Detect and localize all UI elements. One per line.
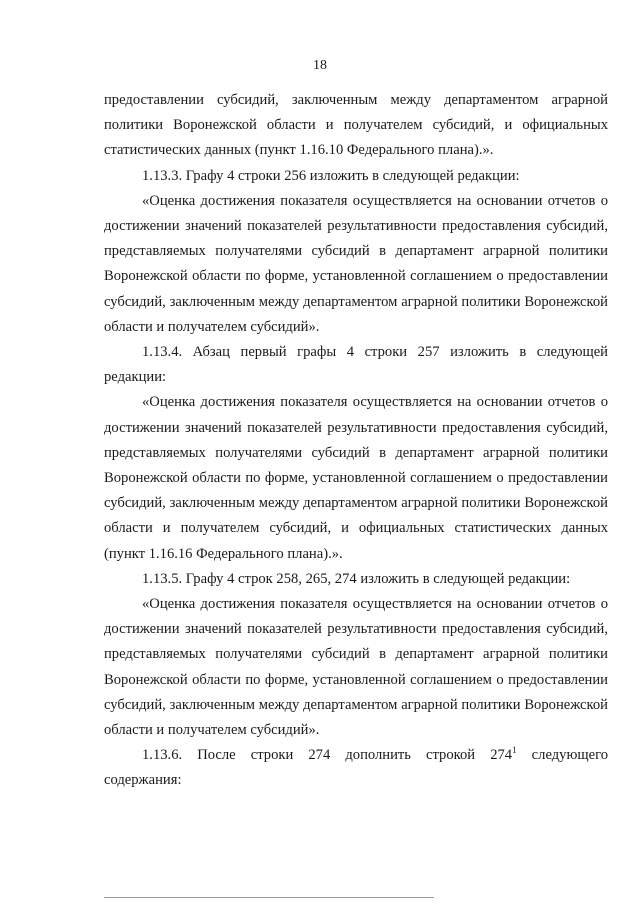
page-number: 18 [313,58,327,73]
paragraph-item-1-13-5: 1.13.5. Графу 4 строк 258, 265, 274 изложить в следующей редакции: [142,570,571,587]
row-number-superscript: 1 [512,745,517,756]
paragraph-item-1-13-6-after: следующего содержания: [104,747,608,789]
paragraph-quote-rows-258-265-274: «Оценка достижения показателя осуществляется на основании отчетов о достижении значений показателей результативности предоставления субсидий, представляемых получателями субсидий в департамент аграрной политики Воронежской области по форме, установленной соглашением о предоставлении субсидий, заключенным между департаментом аграрной политики Воронежской области и получателем субсидий». [104,596,608,739]
paragraph-item-1-13-3: 1.13.3. Графу 4 строки 256 изложить в следующей редакции: [142,167,520,184]
paragraph-item-1-13-4: 1.13.4. Абзац первый графы 4 строки 257 изложить в следующей редакции: [104,344,608,386]
paragraph-continuation: предоставлении субсидий, заключенным между департаментом аграрной политики Воронежской области и получателем субсидий, и официальных статистических данных (пункт 1.16.10 Федерального плана).». [104,92,608,159]
paragraph-item-1-13-6-before: 1.13.6. После строки 274 дополнить строкой 274 [142,747,513,764]
paragraph-quote-row-257: «Оценка достижения показателя осуществляется на основании отчетов о достижении значений показателей результативности предоставления субсидий, представляемых получателями субсидий в департамент аграрной политики Воронежской области по форме, установленной соглашением о предоставлении субсидий, заключенным между департаментом аграрной политики Воронежской области и получателем субсидий, и официальных статистических данных (пункт 1.16.16 Федерального плана).». [104,394,608,562]
footer-rule [104,897,434,898]
paragraph-item-1-13-6 [104,743,608,793]
body-text [104,88,608,794]
paragraph-quote-row-256: «Оценка достижения показателя осуществляется на основании отчетов о достижении значений показателей результативности предоставления субсидий, представляемых получателями субсидий в департамент аграрной политики Воронежской области по форме, установленной соглашением о предоставлении субсидий, заключенным между департаментом аграрной политики Воронежской области и получателем субсидий». [104,192,608,335]
